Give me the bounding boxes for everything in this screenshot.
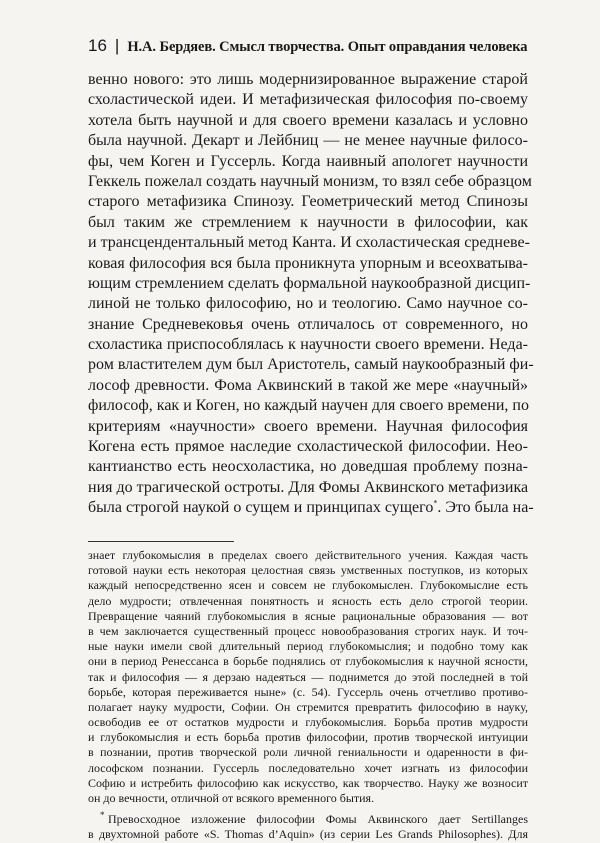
- text-fragment: Это была на-: [445, 499, 534, 517]
- running-header: [88, 36, 528, 56]
- main-text: [88, 70, 534, 519]
- footnote-star-line: в двухтомной работе «S. Thomas d’Aquin» (из серии Les Grands Philosophes). Для: [88, 827, 528, 842]
- footnote-line: Превращение чаяний глубокомыслия в ясные рациональные образования — вот: [88, 608, 528, 623]
- footnote-line: Софию и истребить философию как искусство, как творчество. Науку же возносит: [88, 775, 528, 790]
- text-line: Геккель пожелал создать научный монизм, то взял себе образцом: [88, 172, 532, 190]
- footnote-reference: *: [433, 498, 438, 508]
- footnote-line: полагает науку мудрости, Софии. Он стремится превратить философию в науку,: [88, 699, 528, 714]
- text-line-with-footnote: была строгой наукой о сущем и принципах сущего*. Это была на-: [88, 498, 534, 517]
- footnote-line: каждый непосредственно ясен и совсем не глубокомыслен. Глубокомыслие есть: [88, 578, 528, 593]
- footnote-line: ные науки имели свой длительный период глубокомыслия; и подобно тому как: [88, 639, 528, 654]
- text-line: схоластической идеи. И метафизическая философия по-своему: [88, 91, 528, 109]
- text-line: лософ древности. Фома Аквинский в такой же мере «научный»: [88, 376, 528, 394]
- page-number: 16: [88, 36, 107, 55]
- text-line: критериям «научности» своего времени. Научная философия: [88, 417, 528, 435]
- text-line: ковая философия вся была проникнута упорным и всеохватыва-: [88, 254, 528, 272]
- footnote-line: в познании, против творческой роли личной гениальности и одаренности в фи-: [88, 745, 528, 760]
- footnote-line: лософском познании. Гуссерль последовательно хочет изгнать из философии: [88, 760, 528, 775]
- footnote-line: знает глубокомыслия в пределах своего действительного учения. Каждая часть: [88, 548, 528, 562]
- text-line: старого метафизика Спинозу. Геометрический метод Спинозы: [88, 193, 528, 211]
- footnote-line: они в период Ренессанса в борьбе поднялись от глубокомыслия к научной ясности,: [88, 654, 528, 669]
- text-line: хотела быть научной и для своего времени казалась и условно: [88, 111, 528, 129]
- footnote-line: освободив ее от остатков мудрости и глубокомыслия. Борьба против мудрости: [88, 715, 528, 730]
- text-line: кантианство есть неосхоластика, но доведшая проблему позна-: [88, 458, 528, 476]
- text-line: ром властителем дум был Аристотель, самый наукообразный фи-: [88, 356, 534, 374]
- footnote-line: борьбе, которая переживается ныне» (с. 54). Гуссерль очень отчетливо противо-: [88, 684, 528, 699]
- text-line: была научной. Декарт и Лейбниц — не менее научные филосо-: [88, 132, 528, 150]
- header-separator: |: [114, 36, 120, 55]
- text-line: ния до трагической остроты. Для Фомы Аквинского метафизика: [88, 478, 529, 496]
- text-line: схоластика приспособлялась к научности своего времени. Неда-: [88, 336, 528, 354]
- text-line: был таким же стремлением к научности в философии, как: [88, 213, 528, 231]
- text-line: фы, чем Коген и Гуссерль. Когда наивный апологет научности: [88, 152, 528, 170]
- text-line: философ, как и Коген, но каждый научен для своего времени, по: [88, 397, 529, 415]
- footnote-rule: [88, 541, 234, 542]
- footnotes: [88, 548, 528, 843]
- text-line: знание Средневековья очень отличалось от современного, но: [88, 315, 528, 333]
- footnote-line: так и философия — я дерзаю надеяться — поднимется до этой последней в той: [88, 669, 528, 684]
- text-line: линой не только философию, но и теологию. Само научное со-: [88, 295, 528, 313]
- text-fragment: была строгой наукой о сущем и принципах сущего: [88, 499, 434, 517]
- running-title: Н.А. Бердяев. Смысл творчества. Опыт оправдания человека: [127, 39, 528, 55]
- footnote-line: дело мудрости; отвлеченная понятность и ясность есть дело строгой теории.: [88, 593, 528, 608]
- text-line: венно нового: это лишь модернизированное выражение старой: [88, 71, 528, 88]
- text-line: Когена есть прямое наследие схоластической философии. Нео-: [88, 438, 528, 456]
- text-line: ющим стремлением сделать формальной наукообразной дисцип-: [88, 274, 531, 292]
- footnote-line: и глубокомыслия и есть борьба против философии, против творческой интуиции: [88, 730, 528, 745]
- text-line: и трансцендентальный метод Канта. И схоластическая средневе-: [88, 234, 530, 252]
- footnote-line: в чем заключается существенный процесс новообразования строгих наук. И точ-: [88, 623, 528, 638]
- footnote-star-text: Превосходное изложение философии Фомы Аквинского дает Sertillanges: [108, 812, 528, 827]
- footnote-star-line: * Превосходное изложение философии Фомы Аквинского дает Sertillanges: [100, 810, 528, 827]
- footnote-line: готовой науки есть некоторая целостная связь умственных поступков, из которых: [88, 563, 528, 578]
- footnote-line: он до вечности, отличной от всякого временного бытия.: [88, 791, 375, 805]
